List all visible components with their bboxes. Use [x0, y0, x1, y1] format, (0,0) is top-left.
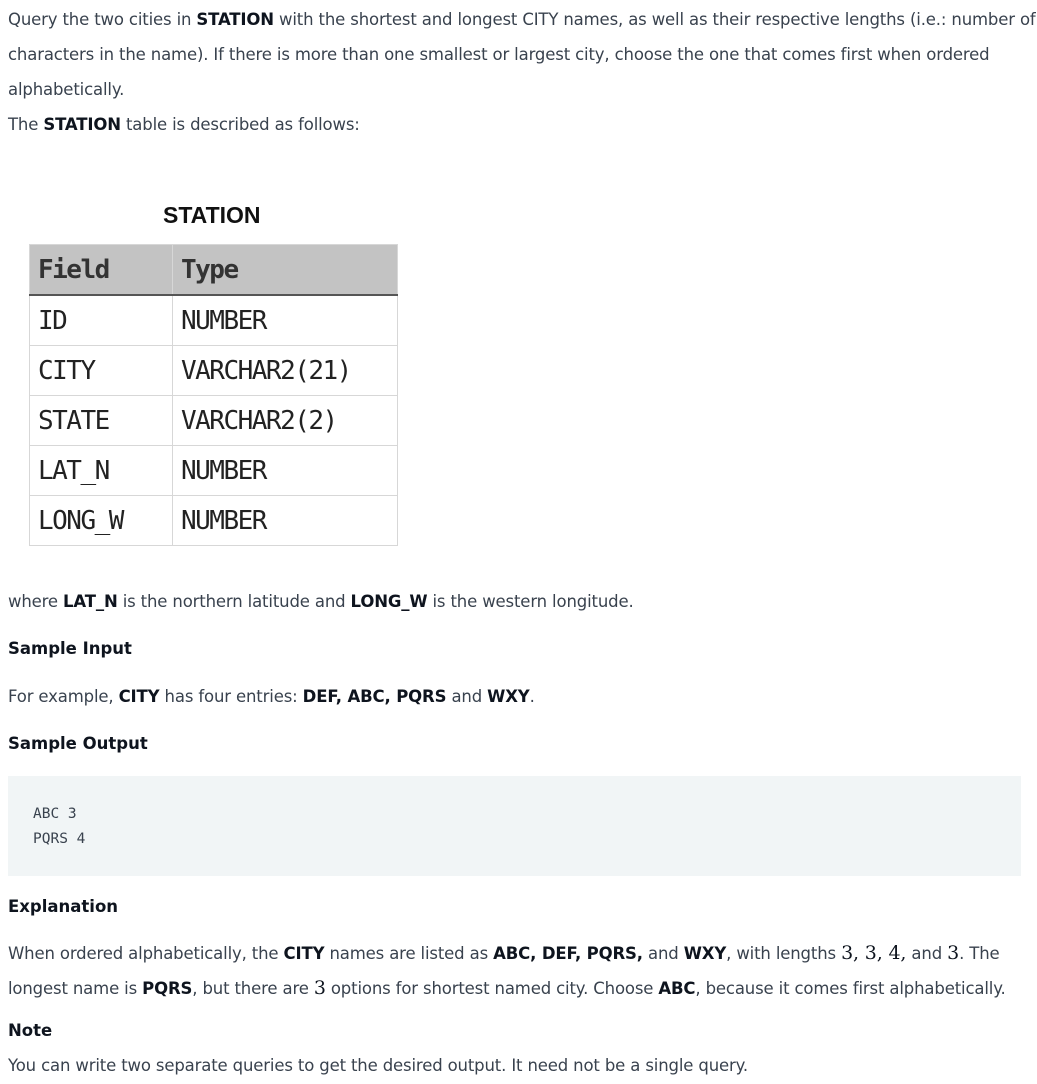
type-cell: NUMBER [173, 496, 398, 546]
header-type: Type [173, 245, 398, 296]
table-row [30, 446, 398, 496]
field-cell: ID [30, 295, 173, 346]
explanation-heading: Explanation [8, 897, 119, 916]
table-row [30, 396, 398, 446]
intro-line-1: Query the two cities in STATION with the shortest and longest CITY names, as well as their respective lengths (i.e.: number of [8, 10, 1036, 29]
where-line: where LAT_N is the northern latitude and LONG_W is the western longitude. [8, 592, 634, 611]
type-cell: NUMBER [173, 295, 398, 346]
code-line: PQRS 4 [33, 831, 86, 847]
field-cell: LONG_W [30, 496, 173, 546]
sample-input-text: For example, CITY has four entries: DEF, ABC, PQRS and WXY. [8, 687, 535, 706]
station-keyword: STATION [196, 10, 274, 29]
field-cell: LAT_N [30, 446, 173, 496]
table-header-row [30, 245, 398, 296]
explanation-line-2: longest name is PQRS, but there are 3 options for shortest named city. Choose ABC, because it comes first alphabetically. [8, 977, 1006, 999]
sample-output-heading: Sample Output [8, 734, 148, 753]
table-row [30, 295, 398, 346]
note-text: You can write two separate queries to get the desired output. It need not be a single query. [8, 1056, 748, 1075]
header-field: Field [30, 245, 173, 296]
sample-input-heading: Sample Input [8, 639, 132, 658]
code-line: ABC 3 [33, 806, 77, 822]
intro-line-3: alphabetically. [8, 80, 125, 99]
sample-output-code-block [8, 776, 1021, 876]
explanation-line-1: When ordered alphabetically, the CITY names are listed as ABC, DEF, PQRS, and WXY, with lengths 3, 3, 4, and 3. The [8, 942, 1000, 964]
type-cell: VARCHAR2(21) [173, 346, 398, 396]
field-cell: CITY [30, 346, 173, 396]
table-row [30, 496, 398, 546]
station-keyword: STATION [43, 115, 121, 134]
intro-line-4: The STATION table is described as follows: [8, 115, 360, 134]
station-table [29, 244, 398, 546]
table-row [30, 346, 398, 396]
note-heading: Note [8, 1021, 53, 1040]
type-cell: NUMBER [173, 446, 398, 496]
intro-line-2: characters in the name). If there is more than one smallest or largest city, choose the one that comes first when ordered [8, 45, 990, 64]
field-cell: STATE [30, 396, 173, 446]
table-title: STATION [163, 202, 261, 228]
type-cell: VARCHAR2(2) [173, 396, 398, 446]
